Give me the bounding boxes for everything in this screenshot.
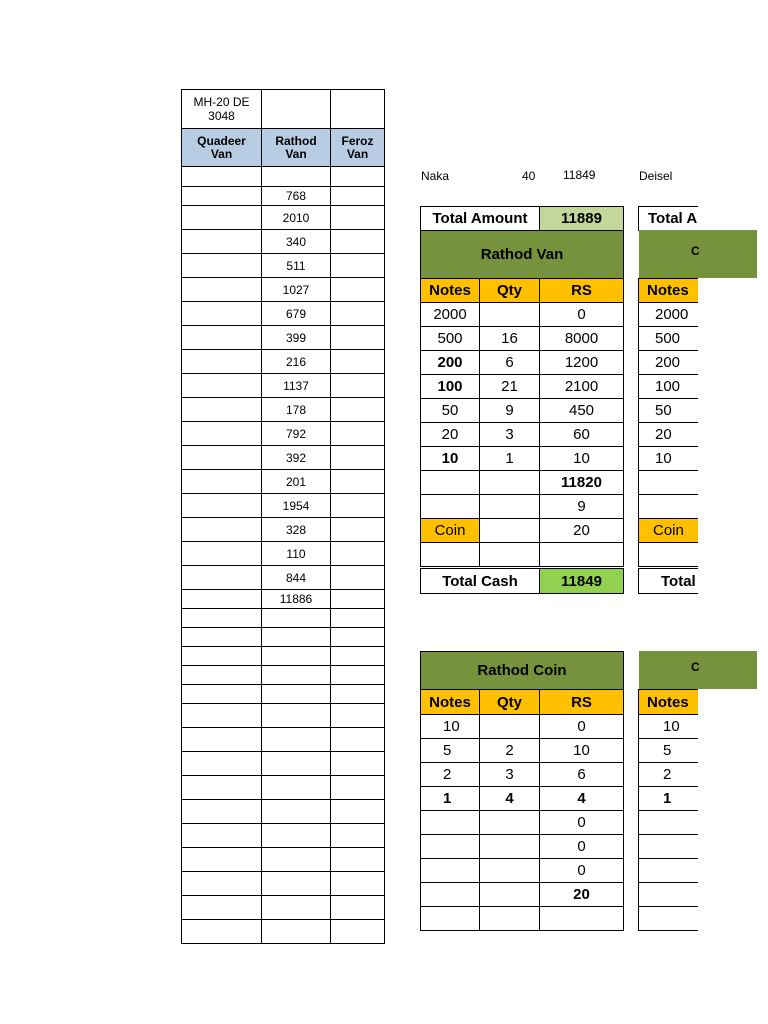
- coin-header-qty: Qty: [479, 689, 540, 715]
- table-cell: [330, 823, 385, 848]
- total-cash-value: 11849: [539, 568, 624, 594]
- cash-notes-cell: 2000: [420, 302, 480, 327]
- cash2-notes-cell: 200: [638, 350, 698, 375]
- table-cell: [330, 493, 385, 518]
- table-cell: [181, 277, 262, 302]
- cash-rs-cell: 20: [539, 518, 624, 543]
- cash-rs-cell: [539, 542, 624, 567]
- table-cell: [181, 253, 262, 278]
- table-cell: [181, 684, 262, 704]
- table-cell: [261, 703, 331, 728]
- rathod-value-cell: 392: [261, 445, 331, 470]
- coin-notes-cell: [420, 882, 480, 907]
- cash-notes-cell: 10: [420, 446, 480, 471]
- table-cell: [330, 799, 385, 824]
- table-cell: [330, 919, 385, 944]
- coin2-notes-cell: 2: [638, 762, 698, 787]
- table-cell: [181, 325, 262, 350]
- table-cell: [330, 373, 385, 398]
- coin-rs-cell: 4: [539, 786, 624, 811]
- rathod-value-cell: 1137: [261, 373, 331, 398]
- table-cell: [181, 349, 262, 374]
- cash-qty-cell: 1: [479, 446, 540, 471]
- total-amount-label: Total Amount: [420, 206, 540, 231]
- rathod-value-cell: 201: [261, 469, 331, 494]
- coin-qty-cell: [479, 882, 540, 907]
- coin-rs-cell: [539, 906, 624, 931]
- table-cell: [181, 565, 262, 590]
- empty-cell: [330, 89, 385, 129]
- coin-rs-cell: 6: [539, 762, 624, 787]
- table-cell: [181, 703, 262, 728]
- table-cell: [330, 627, 385, 647]
- rathod-value-cell: 1954: [261, 493, 331, 518]
- coin-qty-cell: 3: [479, 762, 540, 787]
- table-cell: [181, 517, 262, 542]
- table-cell: [330, 253, 385, 278]
- table-cell: [261, 684, 331, 704]
- cash-notes-cell: 100: [420, 374, 480, 399]
- table-cell: [261, 799, 331, 824]
- table-cell: [330, 166, 385, 187]
- table-cell: [261, 775, 331, 800]
- coin-qty-cell: [479, 810, 540, 835]
- coin-qty-cell: 4: [479, 786, 540, 811]
- coin-title-band-2: [639, 651, 698, 689]
- header-feroz-van: Feroz Van: [330, 128, 385, 167]
- table-cell: [330, 895, 385, 920]
- cash-qty-cell: 16: [479, 326, 540, 351]
- cash-header-notes-2: Notes: [638, 278, 698, 303]
- coin-table-title: Rathod Coin: [420, 651, 624, 690]
- coin-notes-cell: [420, 810, 480, 835]
- coin2-notes-cell: 5: [638, 738, 698, 763]
- table-cell: [330, 469, 385, 494]
- cash-rs-cell: 0: [539, 302, 624, 327]
- total-label-2: Total: [638, 568, 698, 594]
- cash-notes-cell: [420, 470, 480, 495]
- coin-rs-cell: 0: [539, 858, 624, 883]
- table-cell: [330, 397, 385, 422]
- header-rathod-van: Rathod Van: [261, 128, 331, 167]
- cash-qty-cell: 21: [479, 374, 540, 399]
- coin-rs-cell: 10: [539, 738, 624, 763]
- cash-title-2-fragment: C: [691, 244, 700, 258]
- table-cell: [181, 751, 262, 776]
- cash-rs-cell: 450: [539, 398, 624, 423]
- cash-qty-cell: 6: [479, 350, 540, 375]
- coin2-notes-cell: [638, 882, 698, 907]
- rathod-value-cell: 11886: [261, 589, 331, 609]
- cash2-notes-cell: [638, 470, 698, 495]
- cash-qty-cell: [479, 302, 540, 327]
- cash-header-notes: Notes: [420, 278, 480, 303]
- total-amount-label-2: Total A: [638, 206, 698, 231]
- rathod-value-cell: 328: [261, 517, 331, 542]
- cash2-notes-cell: [638, 494, 698, 519]
- table-cell: [181, 871, 262, 896]
- cash-notes-cell: [420, 494, 480, 519]
- cash2-notes-cell: 2000: [638, 302, 698, 327]
- cash-notes-cell: 200: [420, 350, 480, 375]
- coin-header-notes-2: Notes: [638, 689, 698, 715]
- table-cell: [330, 349, 385, 374]
- coin2-notes-cell: 10: [638, 714, 698, 739]
- table-cell: [330, 665, 385, 685]
- diesel-label: Deisel: [639, 169, 673, 183]
- table-cell: [330, 751, 385, 776]
- cash-title-band-2: [639, 230, 698, 278]
- coin2-notes-cell: [638, 906, 698, 931]
- header-quadeer-van: Quadeer Van: [181, 128, 262, 167]
- cash-rs-cell: 11820: [539, 470, 624, 495]
- coin-header-rs: RS: [539, 689, 624, 715]
- table-cell: [330, 589, 385, 609]
- table-cell: [181, 775, 262, 800]
- cash-header-rs: RS: [539, 278, 624, 303]
- table-cell: [330, 229, 385, 254]
- naka-value: 40: [522, 169, 536, 183]
- rathod-value-cell: 768: [261, 186, 331, 206]
- coin-qty-cell: 2: [479, 738, 540, 763]
- table-cell: [261, 627, 331, 647]
- cash-rs-cell: 60: [539, 422, 624, 447]
- table-cell: [261, 751, 331, 776]
- coin-notes-cell: [420, 834, 480, 859]
- vehicle-number-cell: MH-20 DE 3048: [181, 89, 262, 129]
- cash-rs-cell: 1200: [539, 350, 624, 375]
- table-cell: [261, 919, 331, 944]
- table-cell: [181, 608, 262, 628]
- coin-qty-cell: [479, 858, 540, 883]
- cash-table-title: Rathod Van: [420, 230, 624, 279]
- coin-rs-cell: 0: [539, 834, 624, 859]
- table-cell: [330, 871, 385, 896]
- table-cell: [181, 589, 262, 609]
- cash2-notes-cell: 10: [638, 446, 698, 471]
- table-cell: [181, 186, 262, 206]
- cash-notes-cell: 20: [420, 422, 480, 447]
- table-cell: [181, 469, 262, 494]
- empty-cell: [261, 89, 331, 129]
- table-cell: [330, 541, 385, 566]
- table-cell: [181, 665, 262, 685]
- coin2-notes-cell: [638, 858, 698, 883]
- table-cell: [181, 445, 262, 470]
- table-cell: [330, 727, 385, 752]
- table-cell: [261, 847, 331, 872]
- coin2-notes-cell: [638, 834, 698, 859]
- table-cell: [181, 847, 262, 872]
- table-cell: [330, 646, 385, 666]
- table-cell: [261, 871, 331, 896]
- table-cell: [181, 919, 262, 944]
- cash-rs-cell: 8000: [539, 326, 624, 351]
- table-cell: [330, 684, 385, 704]
- table-cell: [330, 775, 385, 800]
- total-cash-label: Total Cash: [420, 568, 540, 594]
- table-cell: [330, 847, 385, 872]
- rathod-value-cell: 844: [261, 565, 331, 590]
- cash-qty-cell: [479, 518, 540, 543]
- coin-notes-cell: [420, 858, 480, 883]
- table-cell: [181, 493, 262, 518]
- coin2-notes-cell: 1: [638, 786, 698, 811]
- table-cell: [330, 205, 385, 230]
- coin-qty-cell: [479, 834, 540, 859]
- table-cell: [181, 541, 262, 566]
- rathod-value-cell: 2010: [261, 205, 331, 230]
- cash-header-qty: Qty: [479, 278, 540, 303]
- coin-rs-cell: 20: [539, 882, 624, 907]
- rathod-value-cell: 1027: [261, 277, 331, 302]
- table-cell: [330, 608, 385, 628]
- table-cell: [181, 229, 262, 254]
- coin2-notes-cell: [638, 810, 698, 835]
- rathod-value-cell: 399: [261, 325, 331, 350]
- table-cell: [330, 301, 385, 326]
- table-cell: [261, 895, 331, 920]
- cash-qty-cell: 9: [479, 398, 540, 423]
- table-cell: [261, 823, 331, 848]
- rathod-value-cell: 178: [261, 397, 331, 422]
- coin-qty-cell: [479, 906, 540, 931]
- table-cell: [181, 727, 262, 752]
- coin-qty-cell: [479, 714, 540, 739]
- naka-total: 11849: [563, 168, 596, 182]
- table-cell: [330, 445, 385, 470]
- coin-notes-cell: 10: [420, 714, 480, 739]
- table-cell: [330, 277, 385, 302]
- cash-qty-cell: [479, 542, 540, 567]
- cash-qty-cell: 3: [479, 422, 540, 447]
- cash-notes-cell: [420, 542, 480, 567]
- table-cell: [181, 205, 262, 230]
- rathod-value-cell: 679: [261, 301, 331, 326]
- table-cell: [330, 325, 385, 350]
- cash-rs-cell: 9: [539, 494, 624, 519]
- rathod-value-cell: 216: [261, 349, 331, 374]
- coin-notes-cell: 5: [420, 738, 480, 763]
- table-cell: [261, 646, 331, 666]
- cash2-notes-cell: 50: [638, 398, 698, 423]
- table-cell: [330, 565, 385, 590]
- coin-rs-cell: 0: [539, 810, 624, 835]
- cash-title-band-2-overflow: [698, 230, 757, 278]
- table-cell: [181, 397, 262, 422]
- total-amount-value: 11889: [539, 206, 624, 231]
- cash-qty-cell: [479, 470, 540, 495]
- coin-notes-cell: [420, 906, 480, 931]
- table-cell: [181, 421, 262, 446]
- rathod-value-cell: 110: [261, 541, 331, 566]
- coin-notes-cell: 2: [420, 762, 480, 787]
- rathod-value-cell: 511: [261, 253, 331, 278]
- cash-qty-cell: [479, 494, 540, 519]
- coin-notes-cell: 1: [420, 786, 480, 811]
- table-cell: [181, 627, 262, 647]
- cash-rs-cell: 10: [539, 446, 624, 471]
- coin-rs-cell: 0: [539, 714, 624, 739]
- coin-title-2-fragment: C: [691, 660, 700, 674]
- table-cell: [181, 646, 262, 666]
- table-cell: [181, 799, 262, 824]
- cash2-notes-cell: [638, 542, 698, 567]
- cash-rs-cell: 2100: [539, 374, 624, 399]
- rathod-value-cell: [261, 166, 331, 187]
- table-cell: [261, 727, 331, 752]
- cash2-notes-cell: 20: [638, 422, 698, 447]
- table-cell: [181, 166, 262, 187]
- rathod-value-cell: 792: [261, 421, 331, 446]
- table-cell: [330, 421, 385, 446]
- table-cell: [181, 301, 262, 326]
- cash-notes-cell: 50: [420, 398, 480, 423]
- rathod-value-cell: 340: [261, 229, 331, 254]
- cash-notes-cell: Coin: [420, 518, 480, 543]
- table-cell: [261, 608, 331, 628]
- naka-label: Naka: [421, 169, 450, 183]
- table-cell: [330, 186, 385, 206]
- cash2-notes-cell: 100: [638, 374, 698, 399]
- cash2-notes-cell: 500: [638, 326, 698, 351]
- coin-header-notes: Notes: [420, 689, 480, 715]
- cash2-notes-cell: Coin: [638, 518, 698, 543]
- table-cell: [261, 665, 331, 685]
- table-cell: [181, 373, 262, 398]
- table-cell: [181, 895, 262, 920]
- table-cell: [181, 823, 262, 848]
- cash-notes-cell: 500: [420, 326, 480, 351]
- coin-title-band-2-overflow: [698, 651, 757, 689]
- table-cell: [330, 517, 385, 542]
- table-cell: [330, 703, 385, 728]
